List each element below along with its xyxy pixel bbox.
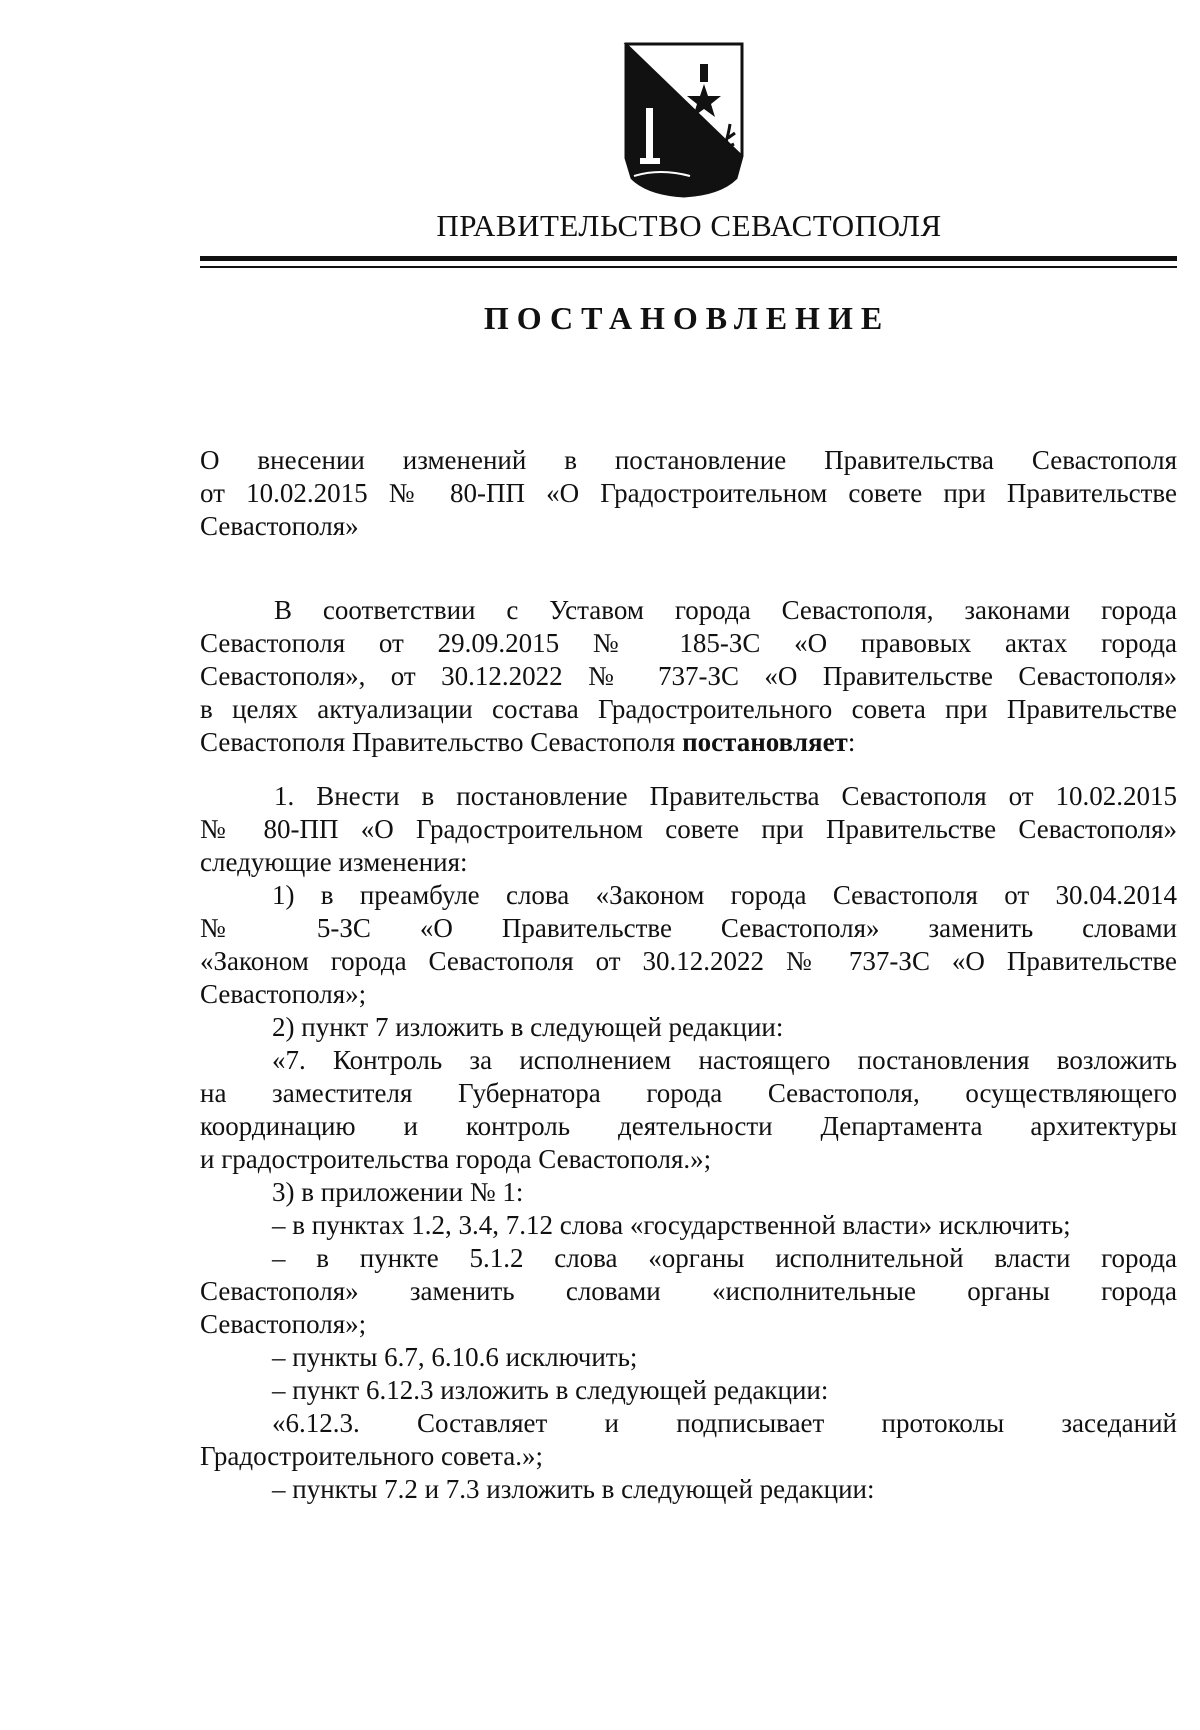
body-line: следующие изменения: [200, 847, 468, 877]
body-line: – пункты 6.7, 6.10.6 исключить; [272, 1342, 638, 1372]
body-line: Севастополя» заменить словами «исполнительные органы города [200, 1276, 1177, 1306]
sevastopol-coat-of-arms-icon [620, 38, 748, 198]
header-divider-thin [200, 266, 1177, 268]
body-line: – пункт 6.12.3 изложить в следующей редакции: [272, 1375, 829, 1405]
resolves-colon: : [847, 727, 856, 757]
subject-line: О внесении изменений в постановление Правительства Севастополя [200, 445, 1177, 475]
resolution-body [200, 780, 1177, 1506]
body-line: «Законом города Севастополя от 30.12.2022 № 737-ЗС «О Правительстве [200, 946, 1177, 976]
body-line: № 80-ПП «О Градостроительном совете при Правительстве Севастополя» [200, 814, 1177, 844]
resolves-word: постановляет [682, 727, 848, 757]
subject-line: Севастополя» [200, 511, 359, 541]
preamble-last-text: Севастополя Правительство Севастополя [200, 727, 676, 757]
body-line: «6.12.3. Составляет и подписывает протоколы заседаний [272, 1408, 1177, 1438]
preamble-line: в целях актуализации состава Градостроительного совета при Правительстве [200, 694, 1177, 724]
body-line: Севастополя»; [200, 979, 367, 1009]
body-line: на заместителя Губернатора города Севастополя, осуществляющего [200, 1078, 1177, 1108]
body-line: Севастополя»; [200, 1309, 367, 1339]
preamble-line: Севастополя», от 30.12.2022 № 737-ЗС «О Правительстве Севастополя» [200, 661, 1177, 691]
body-line: и градостроительства города Севастополя.»; [200, 1144, 712, 1174]
subject-line: от 10.02.2015 № 80-ПП «О Градостроительном совете при Правительстве [200, 478, 1177, 508]
body-line: 1) в преамбуле слова «Законом города Севастополя от 30.04.2014 [272, 880, 1177, 910]
body-line: координацию и контроль деятельности Департамента архитектуры [200, 1111, 1177, 1141]
body-line: 3) в приложении № 1: [272, 1177, 524, 1207]
body-line: Градостроительного совета.»; [200, 1441, 543, 1471]
preamble-line: Севастополя от 29.09.2015 № 185-ЗС «О правовых актах города [200, 628, 1177, 658]
document-type-title: ПОСТАНОВЛЕНИЕ [483, 300, 891, 336]
header-divider-thick [200, 256, 1177, 261]
body-line: – в пунктах 1.2, 3.4, 7.12 слова «государственной власти» исключить; [272, 1210, 1071, 1240]
preamble-line: В соответствии с Уставом города Севастополя, законами города [274, 595, 1177, 625]
government-title: ПРАВИТЕЛЬСТВО СЕВАСТОПОЛЯ [436, 208, 942, 243]
body-line: № 5-ЗС «О Правительстве Севастополя» заменить словами [200, 913, 1177, 943]
body-line: – в пункте 5.1.2 слова «органы исполнительной власти города [272, 1243, 1177, 1273]
resolution-subject [200, 444, 1177, 543]
preamble-line [200, 726, 1177, 759]
preamble [200, 594, 1177, 759]
body-line: 2) пункт 7 изложить в следующей редакции: [272, 1012, 784, 1042]
body-line: «7. Контроль за исполнением настоящего постановления возложить [272, 1045, 1177, 1075]
body-line: 1. Внести в постановление Правительства Севастополя от 10.02.2015 [274, 781, 1177, 811]
body-line: – пункты 7.2 и 7.3 изложить в следующей редакции: [272, 1474, 875, 1504]
